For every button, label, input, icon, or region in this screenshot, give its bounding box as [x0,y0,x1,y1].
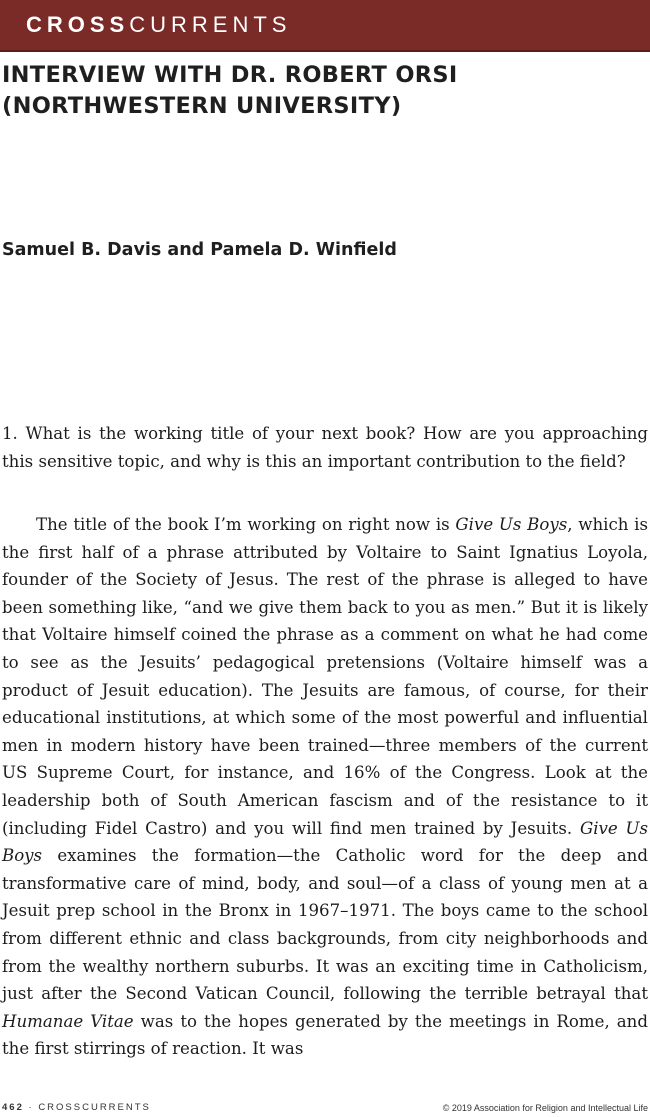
page-footer [0,1100,650,1116]
article-authors: Samuel B. Davis and Pamela D. Winfield [2,240,397,260]
interview-question: 1. What is the working title of your next book? How are you approaching this sensitive topic, and why is this an important contribution to the field? [2,424,648,471]
footer-journal-name: CROSSCURRENTS [38,1102,151,1113]
footer-copyright: © 2019 Association for Religion and Intellectual Life [442,1103,648,1113]
answer-text-4: was to the hopes generated by the meetings in Rome, and the first stirrings of reaction. It was [2,1011,648,1059]
answer-text-2: , which is the first half of a phrase attributed by Voltaire to Saint Ignatius Loyola, founder of the Society of Jesus. The rest of the phrase is alleged to have been something like, “and we give them back to you as men.” But it is likely that Voltaire himself coined the phrase as a comment on what he had come to see as the Jesuits’ pedagogical pretensions (Voltaire himself was a product of Jesuit education). The Jesuits are famous, of course, for their educational institutions, at which some of the most powerful and influential men in modern history have been trained—three members of the current US Supreme Court, for instance, and 16% of the Congress. Look at the leadership both of South American fascism and of the resistance to it (including Fidel Castro) and you will find men trained by Jesuits. [2,515,649,838]
answer-encyclical-title: Humanae Vitae [2,1011,134,1031]
interview-answer [2,511,648,1063]
answer-book-title-2: Give Us Boys [2,818,648,866]
answer-text-3: examines the formation—the Catholic word for the deep and transformative care of mind, body, and soul—of a class of young men at a Jesuit prep school in the Bronx in 1967–1971. The boys came to the school from different ethnic and class backgrounds, from city neighborhoods and from the wealthy northern suburbs. It was an exciting time in Catholicism, just after the Second Vatican Council, following the terrible betrayal that [2,846,648,1004]
journal-logo [26,14,291,36]
journal-logo-bold: CROSS [26,12,130,37]
article-title: INTERVIEW WITH DR. ROBERT ORSI (NORTHWESTERN UNIVERSITY) [2,62,458,119]
footer-page-info [2,1102,151,1113]
journal-banner [0,0,650,52]
page-number: 462 [2,1102,24,1113]
answer-book-title-1: Give Us Boys [455,515,568,534]
answer-text-1: The title of the book I’m working on right now is [36,515,456,534]
journal-logo-regular: CURRENTS [129,12,292,37]
footer-separator: · [28,1102,34,1113]
